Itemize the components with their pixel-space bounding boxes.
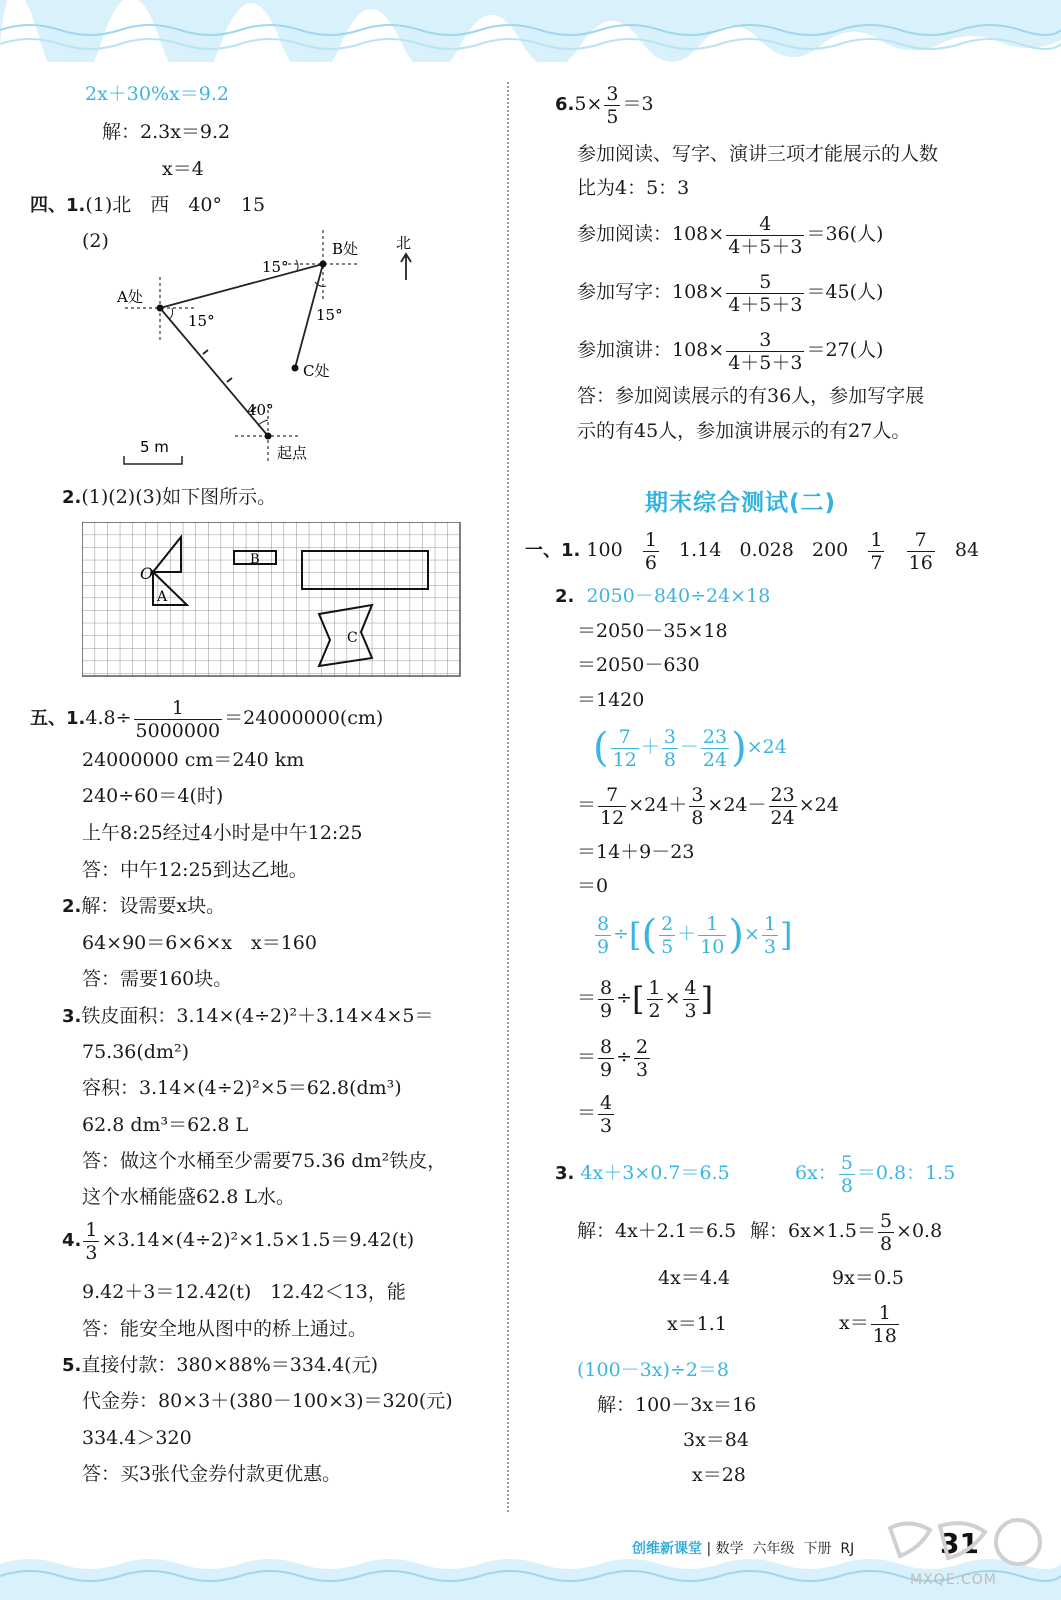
solution-line: 解：100－3x＝16 [597,1394,757,1416]
numerator: 5 [726,271,804,294]
top-wave-decoration [0,0,1061,62]
denominator: 10 [700,935,725,958]
numerator: 3 [726,329,804,352]
expr-part: ×24 [746,736,787,758]
fraction [769,784,797,829]
calc-step: ＝0 [577,875,609,897]
fraction [726,213,804,258]
grid-diagram [82,522,462,678]
equation-problem: (100－3x)÷2＝8 [577,1359,729,1381]
answer-text: (1)北 西 40° 15 [85,194,266,216]
numerator: 3 [663,725,676,748]
denominator: 8 [840,1174,853,1197]
fraction [698,913,726,958]
answer-line: 答：参加阅读展示的有36人，参加写字展 [577,385,925,407]
solution-text: 直接付款：380×88%＝334.4(元) [81,1354,379,1376]
denominator: 5 [661,935,674,958]
question-number: 6. [555,94,575,115]
solution-line: 解：2.3x＝9.2 [102,121,231,143]
angle-label-start: 40° [247,401,274,419]
denominator: 4＋5＋3 [728,235,803,258]
section-1-q2 [555,584,770,609]
numerator: 4 [600,1091,613,1114]
fraction [83,1219,99,1264]
operator: ＝ [577,987,597,1009]
expr-part: ×24－ [707,794,767,816]
solution-line: 9x＝0.5 [832,1267,905,1289]
expr-part: 参加写字：108× [577,281,725,303]
question-number: 2. [62,896,82,917]
paren-open: ( [641,912,658,958]
expr-part: 解：6x×1.5＝ [750,1220,876,1242]
denominator: 3 [600,1114,613,1137]
grid-label-a: A [157,589,168,605]
question-number: 四、1. [30,195,86,216]
denominator: 3 [684,999,697,1022]
solution-line: x＝4 [162,158,204,180]
fraction [871,1302,899,1347]
denominator: 3 [763,935,777,958]
denominator: 9 [600,1058,613,1081]
numerator: 23 [770,783,795,806]
fraction [726,329,804,374]
numerator: 3 [606,82,619,105]
solution-line: 容积：3.14×(4÷2)²×5＝62.8(dm³) [82,1077,402,1099]
watermark-text: MXQE.COM [910,1572,997,1588]
answer-value: 100 [586,539,623,561]
fraction [643,529,659,574]
answer-value: 0.028 [739,539,794,561]
denominator: 4＋5＋3 [728,293,803,316]
numerator: 8 [597,912,610,935]
solution-line [750,1206,942,1256]
operator: ÷ [616,987,633,1009]
fraction [595,913,611,958]
operator: ÷ [613,923,630,945]
expr-part: 4.8÷ [85,707,132,729]
fraction [659,913,675,958]
denominator: 2 [648,999,661,1022]
fraction [689,784,705,829]
operator: ÷ [616,1046,633,1068]
numerator: 1 [870,528,883,551]
solution-line: 9.42＋3＝12.42(t) 12.42＜13，能 [82,1281,406,1303]
footer-separator: | [706,1541,712,1557]
numerator: 4 [726,213,804,236]
expr-part: ＝3 [622,93,654,115]
scale-label: 5 m [140,438,169,456]
grid-label-o: O [140,564,154,583]
direction-diagram [110,222,430,472]
paren-close: ) [728,912,745,958]
question-number: 2. [555,586,575,607]
fraction [683,977,699,1022]
calc-step: ＝1420 [577,689,645,711]
fraction [647,977,663,1022]
denominator: 3 [85,1241,98,1264]
solution-line: x＝28 [692,1464,746,1486]
numerator: 23 [702,725,728,748]
fraction [701,726,729,771]
footer-subject: 数学 [715,1541,744,1557]
numerator: 1 [134,697,223,720]
denominator: 6 [644,551,657,574]
numerator: 2 [636,1035,649,1058]
solution-line: 3x＝84 [683,1429,749,1451]
denominator: 8 [663,748,676,771]
answer-line: 答：需要160块。 [82,968,233,990]
fraction [726,271,804,316]
scale-bar [124,456,182,464]
denominator: 24 [770,806,795,829]
solution-line: 75.36(dm²) [82,1041,190,1063]
fraction [839,1152,855,1197]
expr-part: ＝0.8：1.5 [856,1162,956,1184]
operator: ＝ [577,1102,597,1124]
equation-problem [795,1148,955,1198]
operator: － [679,736,699,758]
numerator: 1 [644,528,657,551]
numerator: 5 [879,1209,893,1232]
question-number: 3. [555,1163,575,1184]
fraction [598,784,626,829]
start-label: 起点 [277,444,308,462]
page-footer [632,1538,854,1558]
answer-value: 1.14 [679,539,722,561]
denominator: 5000000 [135,719,221,742]
column-divider [507,82,509,1512]
denominator: 7 [870,551,883,574]
calc-step [577,1032,652,1082]
brand-name: 创维新课堂 [632,1541,702,1557]
solution-line: 334.4＞320 [82,1427,192,1449]
equation-problem: 4x＋3×0.7＝6.5 [580,1162,730,1184]
bracket-open: [ [632,980,645,1018]
calc-step [577,1088,616,1138]
question-number: 4. [62,1230,82,1251]
writing-calc [577,268,883,316]
operator: ＝ [577,794,597,816]
numerator: 7 [611,726,639,749]
solution-line: 24000000 cm＝240 km [82,749,305,771]
solution-line: 代金券：80×3＋(380－100×3)＝320(元) [82,1390,453,1412]
operator: ＋ [640,736,660,758]
c-label: C处 [303,362,330,380]
numerator: 7 [907,529,935,552]
expr-part: 5× [574,93,603,115]
solution-line: 解：4x＋2.1＝6.5 [577,1220,737,1242]
fraction [598,1036,614,1081]
footer-volume: 下册 [803,1541,832,1557]
paren-open: ( [593,725,609,771]
section-1-q3 [555,1148,730,1198]
denominator: 12 [612,748,637,771]
section-5-q5 [62,1353,378,1378]
question-number: 五、1. [30,708,86,729]
solution-line: 62.8 dm³＝62.8 L [82,1114,249,1136]
fraction [907,529,935,574]
denominator: 18 [872,1324,897,1347]
numerator: 7 [598,784,626,807]
denominator: 24 [702,748,728,771]
numerator: 2 [661,912,674,935]
numerator: 1 [763,912,777,935]
answer-line: 示的有45人，参加演讲展示的有27人。 [577,420,911,442]
expr-part: ＝27(人) [806,339,884,361]
section-5-q2 [62,894,225,919]
fraction [611,726,639,771]
bracket-close: ] [780,916,793,954]
angle-label-a: 15° [188,312,215,330]
answer-value: 84 [954,539,980,561]
denominator: 16 [908,551,933,574]
north-label: 北 [396,234,412,252]
section-1-q1 [525,526,979,574]
expression-problem [593,722,787,772]
solution-line [839,1298,901,1348]
calc-step [577,780,839,830]
fraction [598,977,614,1022]
solution-line: 比为4：5：3 [577,177,690,199]
equation-problem: 2x＋30%x＝9.2 [85,83,229,105]
solution-line: 64×90＝6×6×x x＝160 [82,932,317,954]
numerator: 1 [85,1218,98,1241]
fraction [634,1036,650,1081]
answer-line: 答：做这个水桶至少需要75.36 dm²铁皮， [82,1150,447,1172]
section-5-q4 [62,1216,414,1264]
calc-step: ＝2050－35×18 [577,620,728,642]
paren-close: ) [731,725,747,771]
numerator: 1 [698,913,726,936]
section-5-q1 [30,696,383,740]
solution-line: 参加阅读、写字、演讲三项才能展示的人数 [577,143,939,165]
operator: × [664,987,681,1009]
question-6 [555,80,654,128]
fraction [662,726,678,771]
section-5-q3 [62,1004,433,1029]
answer-value: 200 [812,539,849,561]
numerator: 1 [648,976,661,999]
solution-text: 铁皮面积：3.14×(4÷2)²＋3.14×4×5＝ [81,1005,434,1027]
denominator: 9 [600,999,613,1022]
answer-line: 这个水桶能盛62.8 L水。 [82,1186,295,1208]
footer-grade: 六年级 [752,1541,795,1557]
denominator: 3 [636,1058,649,1081]
expression-problem [593,908,793,960]
footer-edition: RJ [840,1541,855,1557]
question-number: 一、1. [525,540,581,561]
expression-problem: 2050－840÷24×18 [586,585,771,607]
operator: ＝ [577,1046,597,1068]
expr-part: ×3.14×(4÷2)²×1.5×1.5＝9.42(t) [101,1229,415,1251]
expr-part: ×24 [798,794,839,816]
solution-text: 解：设需要x块。 [81,895,226,917]
bracket-open: [ [629,916,642,954]
numerator: 4 [684,976,697,999]
expr-part: 参加阅读：108× [577,223,725,245]
a-label: A处 [117,288,143,306]
grid-label-c: C [347,630,358,646]
fraction [134,697,223,742]
angle-label-c: 15° [316,306,343,324]
numerator: 8 [600,976,613,999]
denominator: 5 [606,105,619,128]
page-number: 31 [940,1527,979,1560]
reading-calc [577,210,883,258]
section-heading: 期末综合测试(二) [645,490,837,516]
solution-line: x＝1.1 [667,1313,727,1335]
expr-part: ×24＋ [628,794,688,816]
fraction [762,913,778,958]
expr-part: 参加演讲：108× [577,339,725,361]
solution-line: 上午8:25经过4小时是中午12:25 [82,822,363,844]
b-label: B处 [332,240,359,258]
denominator: 8 [879,1232,893,1255]
numerator: 5 [840,1151,853,1174]
answer-text: (1)(2)(3)如下图所示。 [81,486,277,508]
operator: ＋ [677,923,697,945]
question-number: 5. [62,1355,82,1376]
solution-line: 240÷60＝4(时) [82,785,224,807]
expr-part: x＝ [839,1312,869,1334]
denominator: 4＋5＋3 [728,351,803,374]
grid-label-b: B [250,552,260,567]
answer-line: 答：能安全地从图中的桥上通过。 [82,1318,368,1340]
numerator: 3 [691,783,704,806]
expr-part: ＝24000000(cm) [224,707,384,729]
solution-line: 4x＝4.4 [658,1267,731,1289]
answer-line: 答：买3张代金券付款更优惠。 [82,1463,342,1485]
numerator: 1 [871,1302,899,1325]
answer-line: 答：中午12:25到达乙地。 [82,859,308,881]
denominator: 8 [691,806,704,829]
fraction [878,1210,894,1255]
operator: × [744,923,760,945]
calc-step [577,972,713,1024]
denominator: 9 [597,935,610,958]
fraction [604,83,620,128]
calc-step: ＝14＋9－23 [577,841,695,863]
expr-part: ＝36(人) [806,223,884,245]
angle-label-b: 15° [262,258,289,276]
sub-question-label: (2) [82,230,109,252]
expr-part: ×0.8 [896,1220,943,1242]
question-number: 2. [62,487,82,508]
section-4-q2 [62,485,276,510]
calc-step: ＝2050－630 [577,654,700,676]
numerator: 8 [600,1035,613,1058]
expr-part: ＝45(人) [806,281,884,303]
fraction [598,1092,614,1137]
denominator: 12 [600,806,625,829]
section-4-q1 [30,193,265,218]
speech-calc [577,326,883,374]
expr-part: 6x： [795,1162,837,1184]
fraction [868,529,884,574]
bracket-close: ] [700,980,714,1018]
question-number: 3. [62,1006,82,1027]
